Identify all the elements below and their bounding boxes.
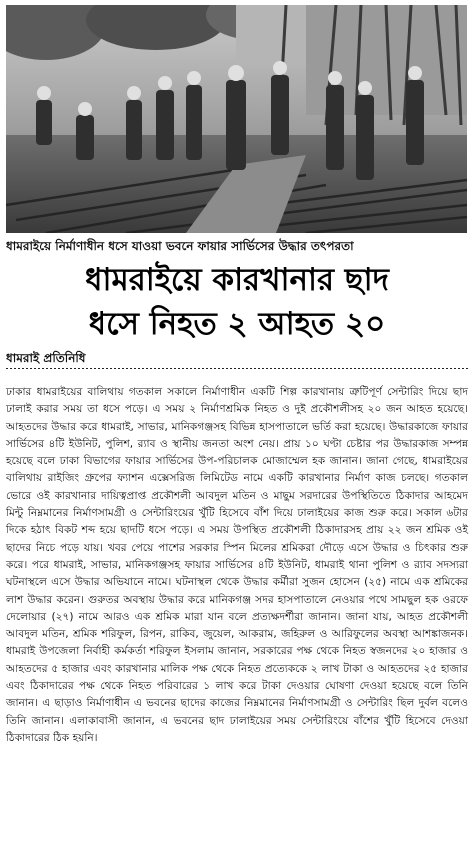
byline: ধামরাই প্রতিনিধি xyxy=(6,351,86,365)
article-paragraph: ঢাকার ধামরাইয়ের বালিথায় গতকাল সকালে নির্মাণাধীন একটি শিল্প কারখানায় ত্রুটিপূর্ণ সেন্টারিং দিয়ে ছাদ ঢালাই করার সময় তা ধসে পড়ে। এ সময় ২ নির্মাণশ্রমিক নিহত ও দুই প্রকৌশলীসহ ২০ জন আহত হয়েছে। আহতদের উদ্ধার করে ধামরাই, সাভার, মানিকগঞ্জসহ বিভিন্ন হাসপাতালে ভর্তি করা হয়েছে। উদ্ধারকাজে ফায়ার সার্ভিসের ৪টি ইউনিট, পুলিশ, র‍্যাব ও স্থানীয় জনতা অংশ নেয়। প্রায় ১০ ঘণ্টা চেষ্টার পর উদ্ধারকাজ সম্পন্ন হয়েছে বলে ঢাকা বিভাগের ফায়ার সার্ভিসের উপ-পরিচালক মোজাম্মেল হক জানান। জানা গেছে, ধামরাইয়ের বালিথায় রাইজিং গ্রুপের ফ্যাশন এক্সেসরিজ লিমিটেড নামে একটি কারখানার নির্মাণ কাজ চলছে। গতকাল ভোরে ওই কারখানার দায়িত্বপ্রাপ্ত প্রকৌশলী আবদুল মতিন ও মাছুম সরদারের উপস্থিতিতে ঠিকাদার আহমেদ মিন্টু নিম্নমানের নির্মাণসামগ্রী ও সেন্টারিংয়ের খুঁটি হিসেবে বাঁশ দিয়ে ঢালাইয়ের কাজ শুরু করে। সকাল ৬টার দিকে হঠাৎ বিকট শব্দ হয়ে ছাদটি ধসে পড়ে। এ সময় উপস্থিত প্রকৌশলী ঠিকাদারসহ প্রায় ২২ জন শ্রমিক ওই ছাদের নিচে পড়ে যায়। খবর পেয়ে পাশের সরকার স্পিন মিলের শ্রমিকরা দৌড়ে এসে উদ্ধার ও চিৎকার শুরু করে। পরে ধামরাই, সাভার, মানিকগঞ্জসহ ফায়ার সার্ভিসের ৪টি ইউনিট, ধামরাই থানা পুলিশ ও র‍্যাব সদস্যরা ঘটনাস্থলে এসে উদ্ধার অভিযানে নামে। ঘটনাস্থল থেকে উদ্ধার কর্মীরা সুজন হোসেন (২৫) নামে এক শ্রমিকের লাশ উদ্ধার করেন। গুরুতর অবস্থায় উদ্ধার করে মানিকগঞ্জ সদর হাসপাতালে নেওয়ার পথে সামছুল হক ওরফে দেলোয়ার (২৭) নামে আরও এক শ্রমিক মারা যান বলে প্রত্যক্ষদর্শীরা জানান। জানা যায়, আহত প্রকৌশলী আবদুল মতিন, শ্রমিক শরিফুল, রিপন, রাকিব, জুয়েল, আকরাম, জহিরুল ও আরিফুলের অবস্থা আশঙ্কাজনক। ধামরাই উপজেলা নির্বাহী কর্মকর্তা শরিফুল ইসলাম জানান, সরকারের পক্ষ থেকে নিহত স্বজনদের ২০ হাজার ও আহতদের ৫ হাজার এবং কারখানার মালিক পক্ষ থেকে নিহত প্রত্যেককে ২ লাখ টাকা ও আহতদের ২৫ হাজার এবং ঠিকাদারের পক্ষ থেকে নিহত পরিবারের ১ লাখ করে টাকা দেওয়ার ঘোষণা দেওয়া হয়েছে বলে তিনি জানান। এ ছাড়াও নির্মাণাধীন এ ভবনের ছাদের কাজের নিম্নমানের নির্মাণসামগ্রী ও সেন্টারিং ছিল দুর্বল বলেও তিনি জানান। এলাকাবাসী জানান, এ ভবনের ছাদ ঢালাইয়ের সময় সেন্টারিংয়ে বাঁশের খুঁটি হিসেবে দেওয়া ঠিকাদারের ঠিক হয়নি। xyxy=(6,386,468,744)
rescue-scene-image xyxy=(6,5,467,233)
headline-line-2: ধসে নিহত ২ আহত ২০ xyxy=(88,306,386,342)
news-photo xyxy=(6,5,467,233)
photo-caption: ধামরাইয়ে নির্মাণাধীন ধসে যাওয়া ভবনে ফায়ার সার্ভিসের উদ্ধার তৎপরতা xyxy=(6,239,354,253)
byline-divider xyxy=(6,368,468,369)
headline-line-1: ধামরাইয়ে কারখানার ছাদ xyxy=(85,262,389,298)
headline xyxy=(6,258,468,346)
article-body xyxy=(6,384,468,747)
